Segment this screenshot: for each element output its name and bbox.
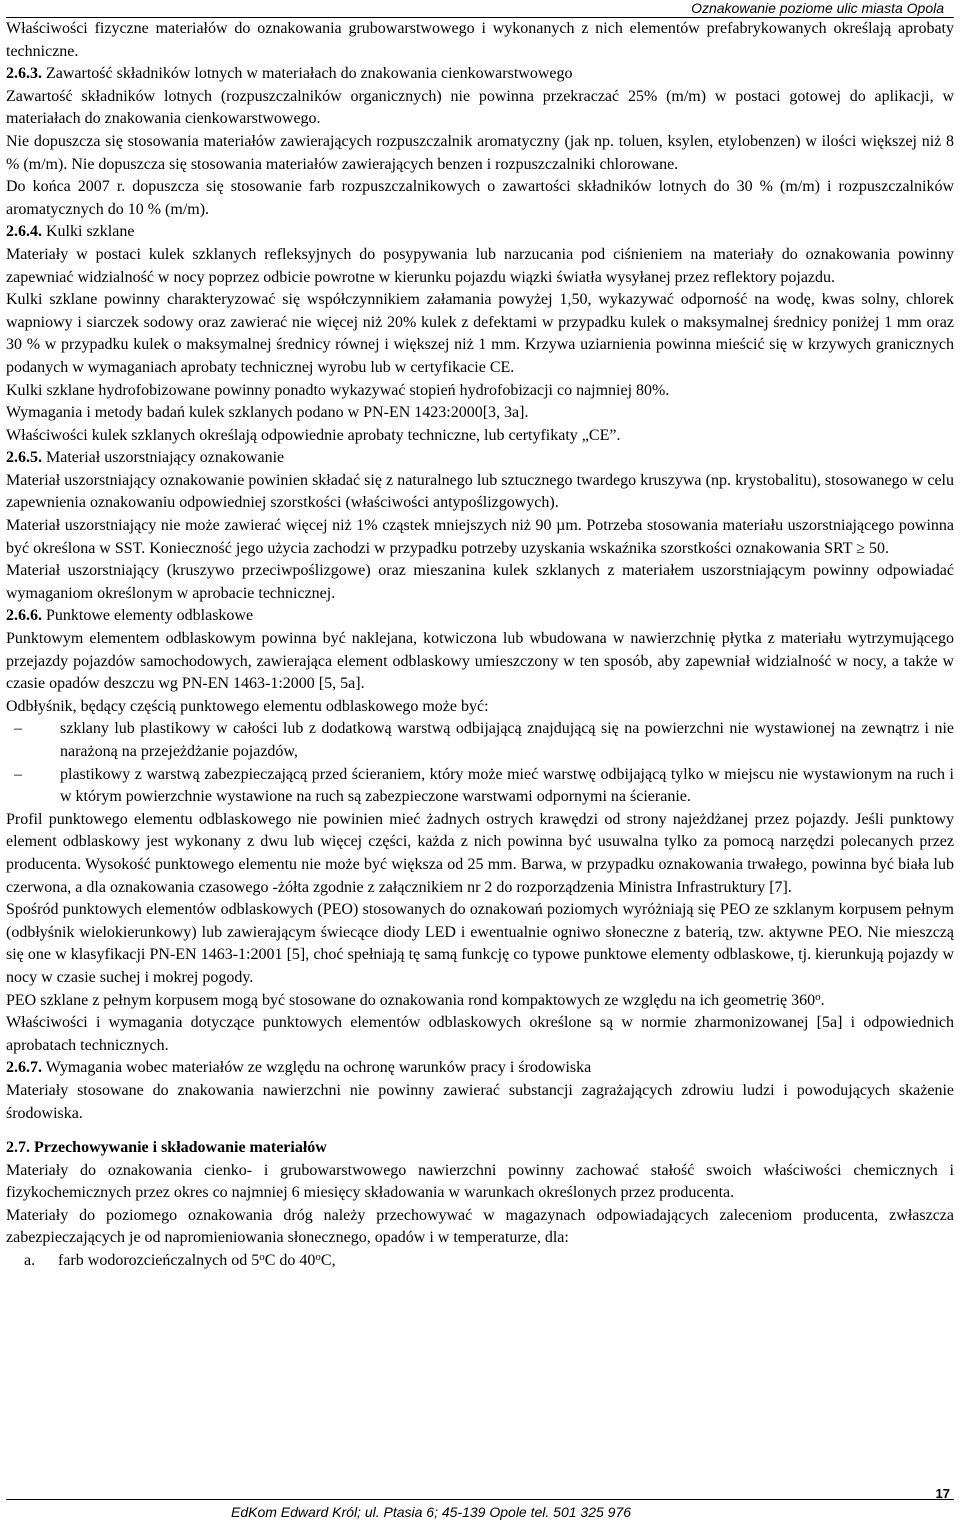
paragraph: Kulki szklane hydrofobizowane powinny ponadto wykazywać stopień hydrofobizacji co najmniej 80%.	[6, 381, 670, 399]
running-footer	[6, 1486, 954, 1522]
running-header	[6, 0, 954, 18]
section-heading-2-6-5	[6, 447, 954, 470]
section-heading-2-6-6	[6, 605, 954, 628]
paragraph: Do końca 2007 r. dopuszcza się stosowanie farb rozpuszczalnikowych o zawartości składników lotnych do 30 % (m/m) i rozpuszczalników aromatycznych do 10 % (m/m).	[6, 178, 954, 218]
page-content	[6, 18, 954, 1273]
section-title: Punktowe elementy odblaskowe	[46, 607, 254, 625]
list-text-part: C do 40	[264, 1252, 316, 1270]
paragraph-text: PEO szklane z pełnym korpusem mogą być stosowane do oznakowania rond kompaktowych ze względu na ich geometrię 360	[6, 991, 816, 1009]
paragraph: Spośród punktowych elementów odblaskowych (PEO) stosowanych do oznakowań poziomych wyróżniają się PEO ze szklanym korpusem pełnym (odbłyśnik wielokierunkowy) lub zawierającym świecące diody LED i ewentualnie ogniwo słoneczne z baterią, tzw. aktywne PEO. Nie mieszczą się one w klasyfikacji PN-EN 1463-1:2001 [5], choć spełniają tę samą funkcję co typowe punktowe elementy odblaskowe, tj. kierunkują pojazdy w nocy w czasie suchej i mokrej pogody.	[6, 901, 954, 986]
section-heading-2-6-4	[6, 221, 954, 244]
paragraph: Materiały do oznakowania cienko- i grubowarstwowego nawierzchni powinny zachować stałość swoich właściwości chemicznych i fizykochemicznych przez okres co najmniej 6 miesięcy składowania w warunkach określonych przez producenta.	[6, 1161, 954, 1202]
section-heading-2-7: 2.7. Przechowywanie i składowanie materiałów	[6, 1139, 327, 1157]
paragraph: Odbłyśnik, będący częścią punktowego elementu odblaskowego może być:	[6, 697, 489, 715]
paragraph: Materiały do poziomego oznakowania dróg należy przechowywać w magazynach odpowiadających zaleceniom producenta, zwłaszcza zabezpieczających je od napromieniowania słonecznego, opadów i w temperaturze, dla:	[6, 1206, 954, 1247]
paragraph: Właściwości fizyczne materiałów do oznakowania grubowarstwowego i wykonanych z nich elementów prefabrykowanych określają aprobaty techniczne.	[6, 20, 954, 60]
section-number: 2.6.6.	[6, 607, 42, 625]
paragraph: Materiał uszorstniający oznakowanie powinien składać się z naturalnego lub sztucznego twardego kruszywa (np. krystobalitu), stosowanego w celu zapewnienia oznakowaniu odpowiedniej szorstkości (właściwości antypoślizgowych).	[6, 471, 954, 512]
paragraph	[6, 990, 954, 1013]
section-number: 2.6.7.	[6, 1059, 42, 1077]
paragraph: Właściwości i wymagania dotyczące punktowych elementów odblaskowych określone są w normie zharmonizowanej [5a] i odpowiednich aprobatach technicznych.	[6, 1014, 954, 1054]
section-title: Zawartość składników lotnych w materiałach do znakowania cienkowarstwowego	[46, 65, 573, 83]
alpha-list-item	[6, 1250, 954, 1273]
list-item-text	[58, 1250, 336, 1273]
paragraph: Właściwości kulek szklanych określają odpowiednie aprobaty techniczne, lub certyfikaty „CE”.	[6, 426, 621, 444]
section-number: 2.6.3.	[6, 65, 42, 83]
section-heading-2-6-3	[6, 63, 954, 86]
section-title: Materiał uszorstniający oznakowanie	[46, 449, 285, 467]
paragraph: Zawartość składników lotnych (rozpuszczalników organicznych) nie powinna przekraczać 25% (m/m) w postaci gotowej do aplikacji, w materiałach do znakowania cienkowarstwowego.	[6, 87, 954, 128]
dash-bullet: –	[14, 720, 22, 738]
dash-list-item	[6, 718, 954, 763]
degree-superscript: o	[815, 990, 821, 1003]
dash-item-text: plastikowy z warstwą zabezpieczającą przed ścieraniem, który może mieć warstwę odbijającą tylko w miejscu nie wystawionym na ruch i w którym powierzchnie wystawione na ruch są zabezpieczone warstwami odpornymi na ścieranie.	[60, 765, 954, 806]
paragraph: Materiały w postaci kulek szklanych refleksyjnych do posypywania lub narzucania pod ciśnieniem na materiały do oznakowania powinny zapewniać widzialność w nocy poprzez odbicie powrotne w kierunku pojazdu wiązki światła wysyłanej przez reflektory pojazdu.	[6, 245, 954, 286]
degree-superscript: o	[259, 1251, 265, 1264]
dash-bullet: –	[14, 765, 22, 783]
paragraph: Kulki szklane powinny charakteryzować się współczynnikiem załamania powyżej 1,50, wykazywać odporność na wodę, kwas solny, chlorek wapniowy i siarczek sodowy oraz zawierać nie więcej niż 20% kulek z defektami w przypadku kulek o maksymalnej średnicy poniżej 1 mm oraz 30 % w przypadku kulek o maksymalnej średnicy równej i większej niż 1 mm. Krzywa uziarnienia powinna mieścić się w krzywych granicznych podanych w wymaganiach aprobaty technicznej wyrobu lub w certyfikacie CE.	[6, 291, 954, 376]
list-text-part: farb wodorozcieńczalnych od 5	[58, 1252, 260, 1270]
section-title: Wymagania wobec materiałów ze względu na ochronę warunków pracy i środowiska	[45, 1059, 592, 1077]
section-number: 2.6.5.	[6, 449, 42, 467]
paragraph: Punktowym elementem odblaskowym powinna być naklejana, kotwiczona lub wbudowana w nawierzchnię płytka z materiału wytrzymującego przejazdy pojazdów samochodowych, zawierająca element odblaskowy umieszczony w ten sposób, aby zapewniał widzialność w nocy, a także w czasie opadów deszczu wg PN-EN 1463-1:2000 [5, 5a].	[6, 630, 954, 693]
degree-superscript: o	[315, 1251, 321, 1264]
footer-text: EdKom Edward Król; ul. Ptasia 6; 45-139 Opole tel. 501 325 976	[231, 1504, 632, 1520]
section-title: Kulki szklane	[46, 223, 135, 241]
paragraph: Nie dopuszcza się stosowania materiałów zawierających rozpuszczalnik aromatyczny (jak np. toluen, ksylen, etylobenzen) w ilości większej niż 8 % (m/m). Nie dopuszcza się stosowania materiałów zawierających benzen i rozpuszczalniki chlorowane.	[6, 132, 954, 173]
paragraph: Materiały stosowane do znakowania nawierzchni nie powinny zawierać substancji zagrażających zdrowiu ludzi i powodujących skażenie środowiska.	[6, 1081, 954, 1122]
header-title: Oznakowanie poziome ulic miasta Opola	[691, 0, 944, 16]
list-text-part: C,	[320, 1252, 336, 1270]
paragraph-end: .	[820, 991, 825, 1009]
section-number: 2.6.4.	[6, 223, 42, 241]
section-heading-2-6-7	[6, 1057, 954, 1080]
paragraph: Materiał uszorstniający nie może zawierać więcej niż 1% cząstek mniejszych niż 90 µm. Potrzeba stosowania materiału uszorstniającego powinna być określona w SST. Konieczność jego użycia zachodzi w przypadku potrzeby uzyskania wskaźnika szorstkości oznakowania SRT ≥ 50.	[6, 517, 954, 557]
paragraph: Wymagania i metody badań kulek szklanych podano w PN-EN 1423:2000[3, 3a].	[6, 404, 529, 422]
list-marker: a.	[24, 1252, 36, 1270]
paragraph: Profil punktowego elementu odblaskowego nie powinien mieć żadnych ostrych krawędzi od strony najeżdżanej przez pojazdy. Jeśli punktowy element odblaskowy jest wykonany z dwu lub więcej części, każda z nich powinna być usuwalna tylko za pomocą narzędzi polecanych przez producenta. Wysokość punktowego elementu nie może być większa od 25 mm. Barwa, w przypadku oznakowania trwałego, powinna być biała lub czerwona, a dla oznakowania czasowego -żółta zgodnie z załącznikiem nr 2 do rozporządzenia Ministra Infrastruktury [7].	[6, 810, 954, 896]
dash-list-item	[6, 764, 954, 809]
page-number: 17	[935, 1486, 950, 1501]
paragraph: Materiał uszorstniający (kruszywo przeciwpoślizgowe) oraz mieszanina kulek szklanych z materiałem uszorstniającym powinny odpowiadać wymaganiom określonym w aprobacie technicznej.	[6, 562, 954, 602]
dash-item-text: szklany lub plastikowy w całości lub z dodatkową warstwą odbijającą znajdującą się na powierzchni nie wystawionej na zewnątrz i nie narażoną na przejeżdżanie pojazdów,	[60, 720, 954, 760]
